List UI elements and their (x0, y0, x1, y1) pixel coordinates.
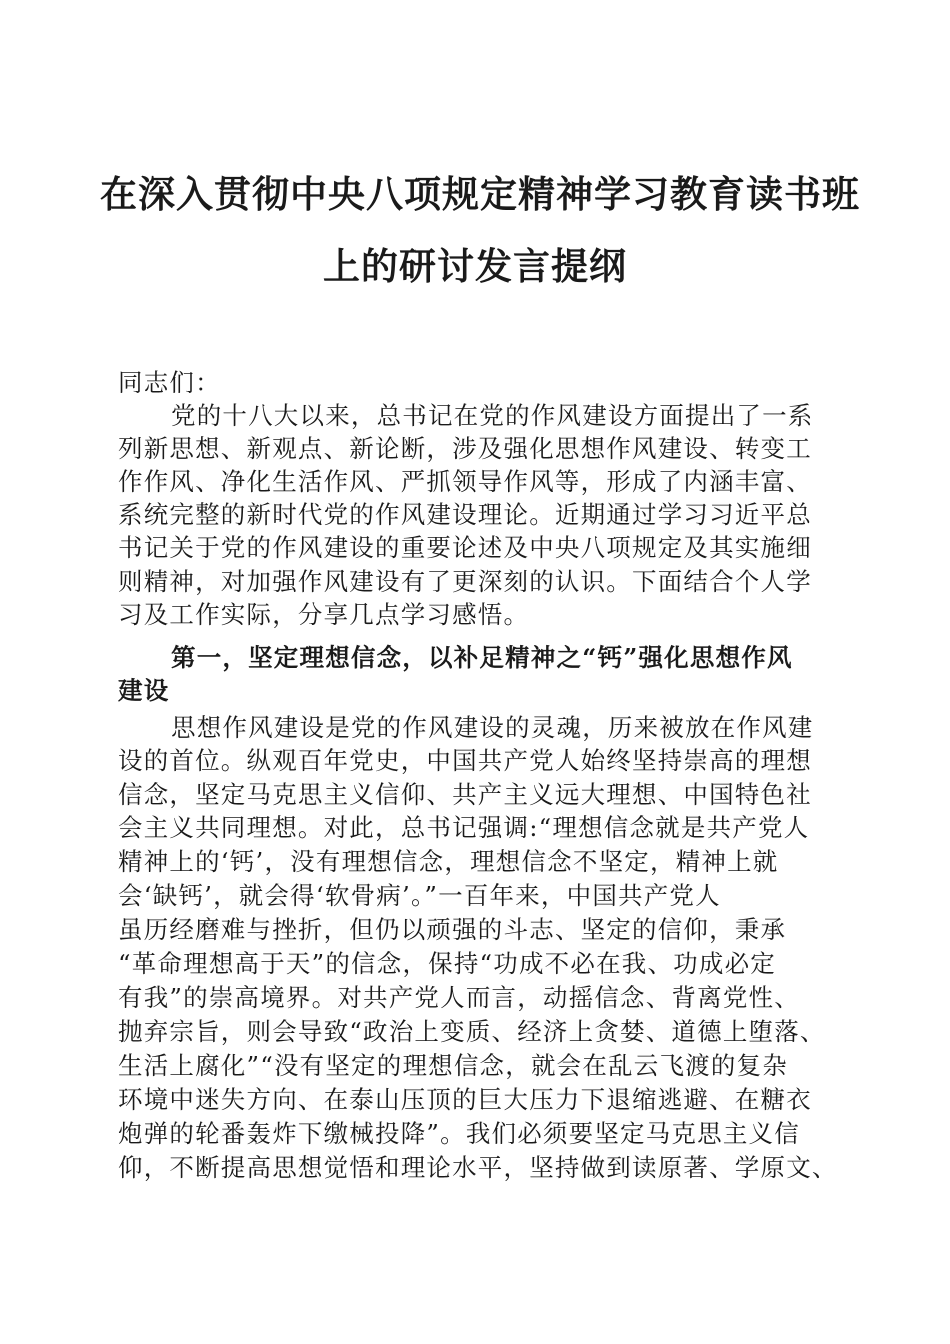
paragraph-line: 生活上腐化”“没有坚定的理想信念，就会在乱云飞渡的复杂 (118, 1051, 788, 1080)
paragraph-line: 有我”的崇高境界。对共产党人而言，动摇信念、背离党性、 (118, 983, 800, 1012)
document-title-line-2: 上的研讨发言提纲 (323, 244, 627, 288)
paragraph-line: 炮弹的轮番轰炸下缴械投降”。我们必须要坚定马克思主义信 (118, 1119, 800, 1148)
paragraph-line: 列新思想、新观点、新论断，涉及强化思想作风建设、转变工 (118, 434, 812, 463)
paragraph-line: 设的首位。纵观百年党史，中国共产党人始终坚持崇高的理想 (118, 746, 812, 775)
paragraph-line: 系统完整的新时代党的作风建设理论。近期通过学习习近平总 (118, 500, 812, 529)
paragraph-line: 环境中迷失方向、在泰山压顶的巨大压力下退缩逃避、在糖衣 (118, 1085, 812, 1114)
paragraph-line: “革命理想高于天”的信念，保持“功成不必在我、功成必定 (118, 949, 776, 978)
section-heading-line: 建设 (118, 676, 170, 705)
section-heading-line: 第一，坚定理想信念，以补足精神之“钙”强化思想作风 (171, 643, 793, 672)
paragraph-line: 会‘缺钙’，就会得‘软骨病’。”一百年来，中国共产党人 (118, 881, 721, 910)
paragraph-line: 会主义共同理想。对此，总书记强调:“理想信念就是共产党人 (118, 813, 810, 842)
paragraph-line: 习及工作实际，分享几点学习感悟。 (118, 600, 530, 629)
paragraph-line: 虽历经磨难与挫折，但仍以顽强的斗志、坚定的信仰，秉承 (118, 915, 787, 944)
paragraph-line: 信念，坚定马克思主义信仰、共产主义远大理想、中国特色社 (118, 780, 812, 809)
paragraph-line: 思想作风建设是党的作风建设的灵魂，历来被放在作风建 (171, 713, 814, 742)
paragraph-line: 作作风、净化生活作风、严抓领导作风等，形成了内涵丰富、 (118, 467, 812, 496)
document-title-line-1: 在深入贯彻中央八项规定精神学习教育读书班 (100, 172, 860, 216)
paragraph-line: 抛弃宗旨，则会导致“政治上变质、经济上贪婪、道德上堕落、 (118, 1017, 826, 1046)
paragraph-line: 精神上的‘钙’，没有理想信念，理想信念不坚定，精神上就 (118, 847, 779, 876)
paragraph-line: 党的十八大以来，总书记在党的作风建设方面提出了一系 (171, 401, 814, 430)
salutation: 同志们： (118, 368, 221, 397)
paragraph-line: 仰，不断提高思想觉悟和理论水平，坚持做到读原著、学原文、 (118, 1153, 838, 1182)
paragraph-line: 书记关于党的作风建设的重要论述及中央八项规定及其实施细 (118, 533, 812, 562)
paragraph-line: 则精神，对加强作风建设有了更深刻的认识。下面结合个人学 (118, 567, 812, 596)
